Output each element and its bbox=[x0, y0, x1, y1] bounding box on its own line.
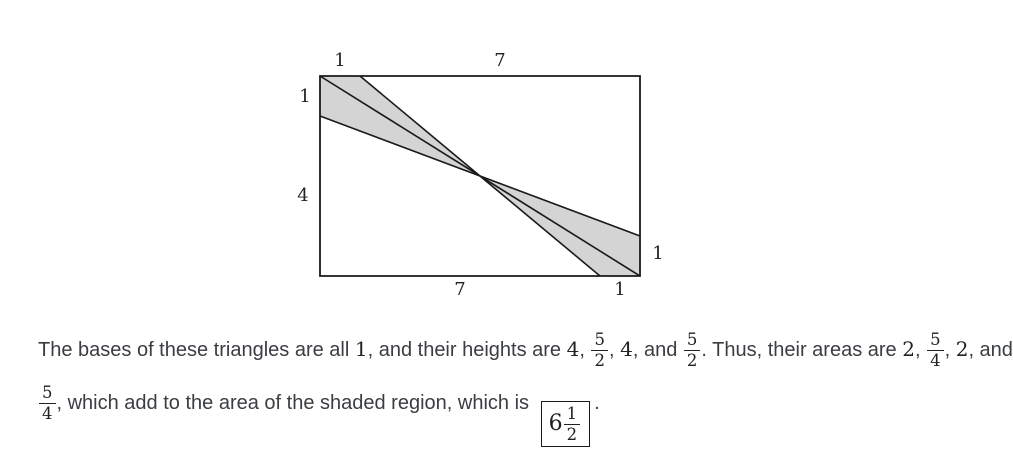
label-top-segment-1: 1 bbox=[334, 50, 346, 71]
text-segment: , and their heights are bbox=[367, 339, 567, 361]
fraction-denominator: 2 bbox=[566, 424, 578, 444]
fraction-numerator: 5 bbox=[591, 331, 608, 351]
boxed-answer bbox=[541, 401, 591, 448]
answer-fraction bbox=[564, 405, 581, 444]
fraction-five-halves bbox=[684, 331, 701, 370]
fraction-numerator: 1 bbox=[564, 405, 581, 425]
math-number: 2 bbox=[902, 337, 915, 361]
fraction-numerator: 5 bbox=[39, 384, 56, 404]
figure-svg bbox=[320, 76, 640, 276]
label-right-segment-1: 1 bbox=[652, 243, 664, 264]
math-number: 4 bbox=[620, 337, 633, 361]
text-segment: , bbox=[914, 339, 927, 361]
text-segment: , bbox=[944, 339, 956, 361]
text-segment: , and bbox=[968, 339, 1013, 361]
geometry-figure bbox=[297, 50, 664, 300]
solution-text bbox=[38, 322, 1013, 444]
math-number: 2 bbox=[955, 337, 969, 361]
math-number: 4 bbox=[566, 337, 580, 361]
label-left-segment-1: 1 bbox=[299, 86, 311, 107]
text-segment: , bbox=[579, 339, 591, 361]
fraction-denominator: 2 bbox=[686, 351, 698, 371]
fraction-numerator: 5 bbox=[684, 331, 701, 351]
fraction-five-halves bbox=[591, 331, 608, 370]
fraction-numerator: 5 bbox=[927, 331, 944, 351]
solution-line-2 bbox=[38, 376, 950, 444]
answer-whole-number: 6 bbox=[548, 411, 563, 436]
solution-line-1 bbox=[38, 322, 1013, 376]
label-bottom-segment-7: 7 bbox=[454, 279, 466, 300]
label-top-segment-7: 7 bbox=[494, 50, 506, 71]
label-left-segment-4: 4 bbox=[297, 185, 309, 206]
diagonal-line-lower bbox=[320, 116, 640, 236]
label-bottom-segment-1: 1 bbox=[614, 279, 626, 300]
fraction-five-fourths bbox=[39, 384, 56, 423]
text-segment: The bases of these triangles are all bbox=[38, 339, 355, 361]
text-segment: , and bbox=[632, 339, 683, 361]
fraction-denominator: 4 bbox=[930, 351, 941, 371]
text-segment: , which add to the area of the shaded region, which is bbox=[56, 392, 535, 414]
math-number: 1 bbox=[354, 337, 368, 361]
text-segment: . bbox=[594, 392, 600, 414]
fraction-five-fourths bbox=[927, 331, 944, 370]
fraction-denominator: 4 bbox=[42, 404, 53, 424]
text-segment: . Thus, their areas are bbox=[701, 339, 903, 361]
text-segment: , bbox=[608, 339, 621, 361]
fraction-denominator: 2 bbox=[594, 351, 605, 371]
